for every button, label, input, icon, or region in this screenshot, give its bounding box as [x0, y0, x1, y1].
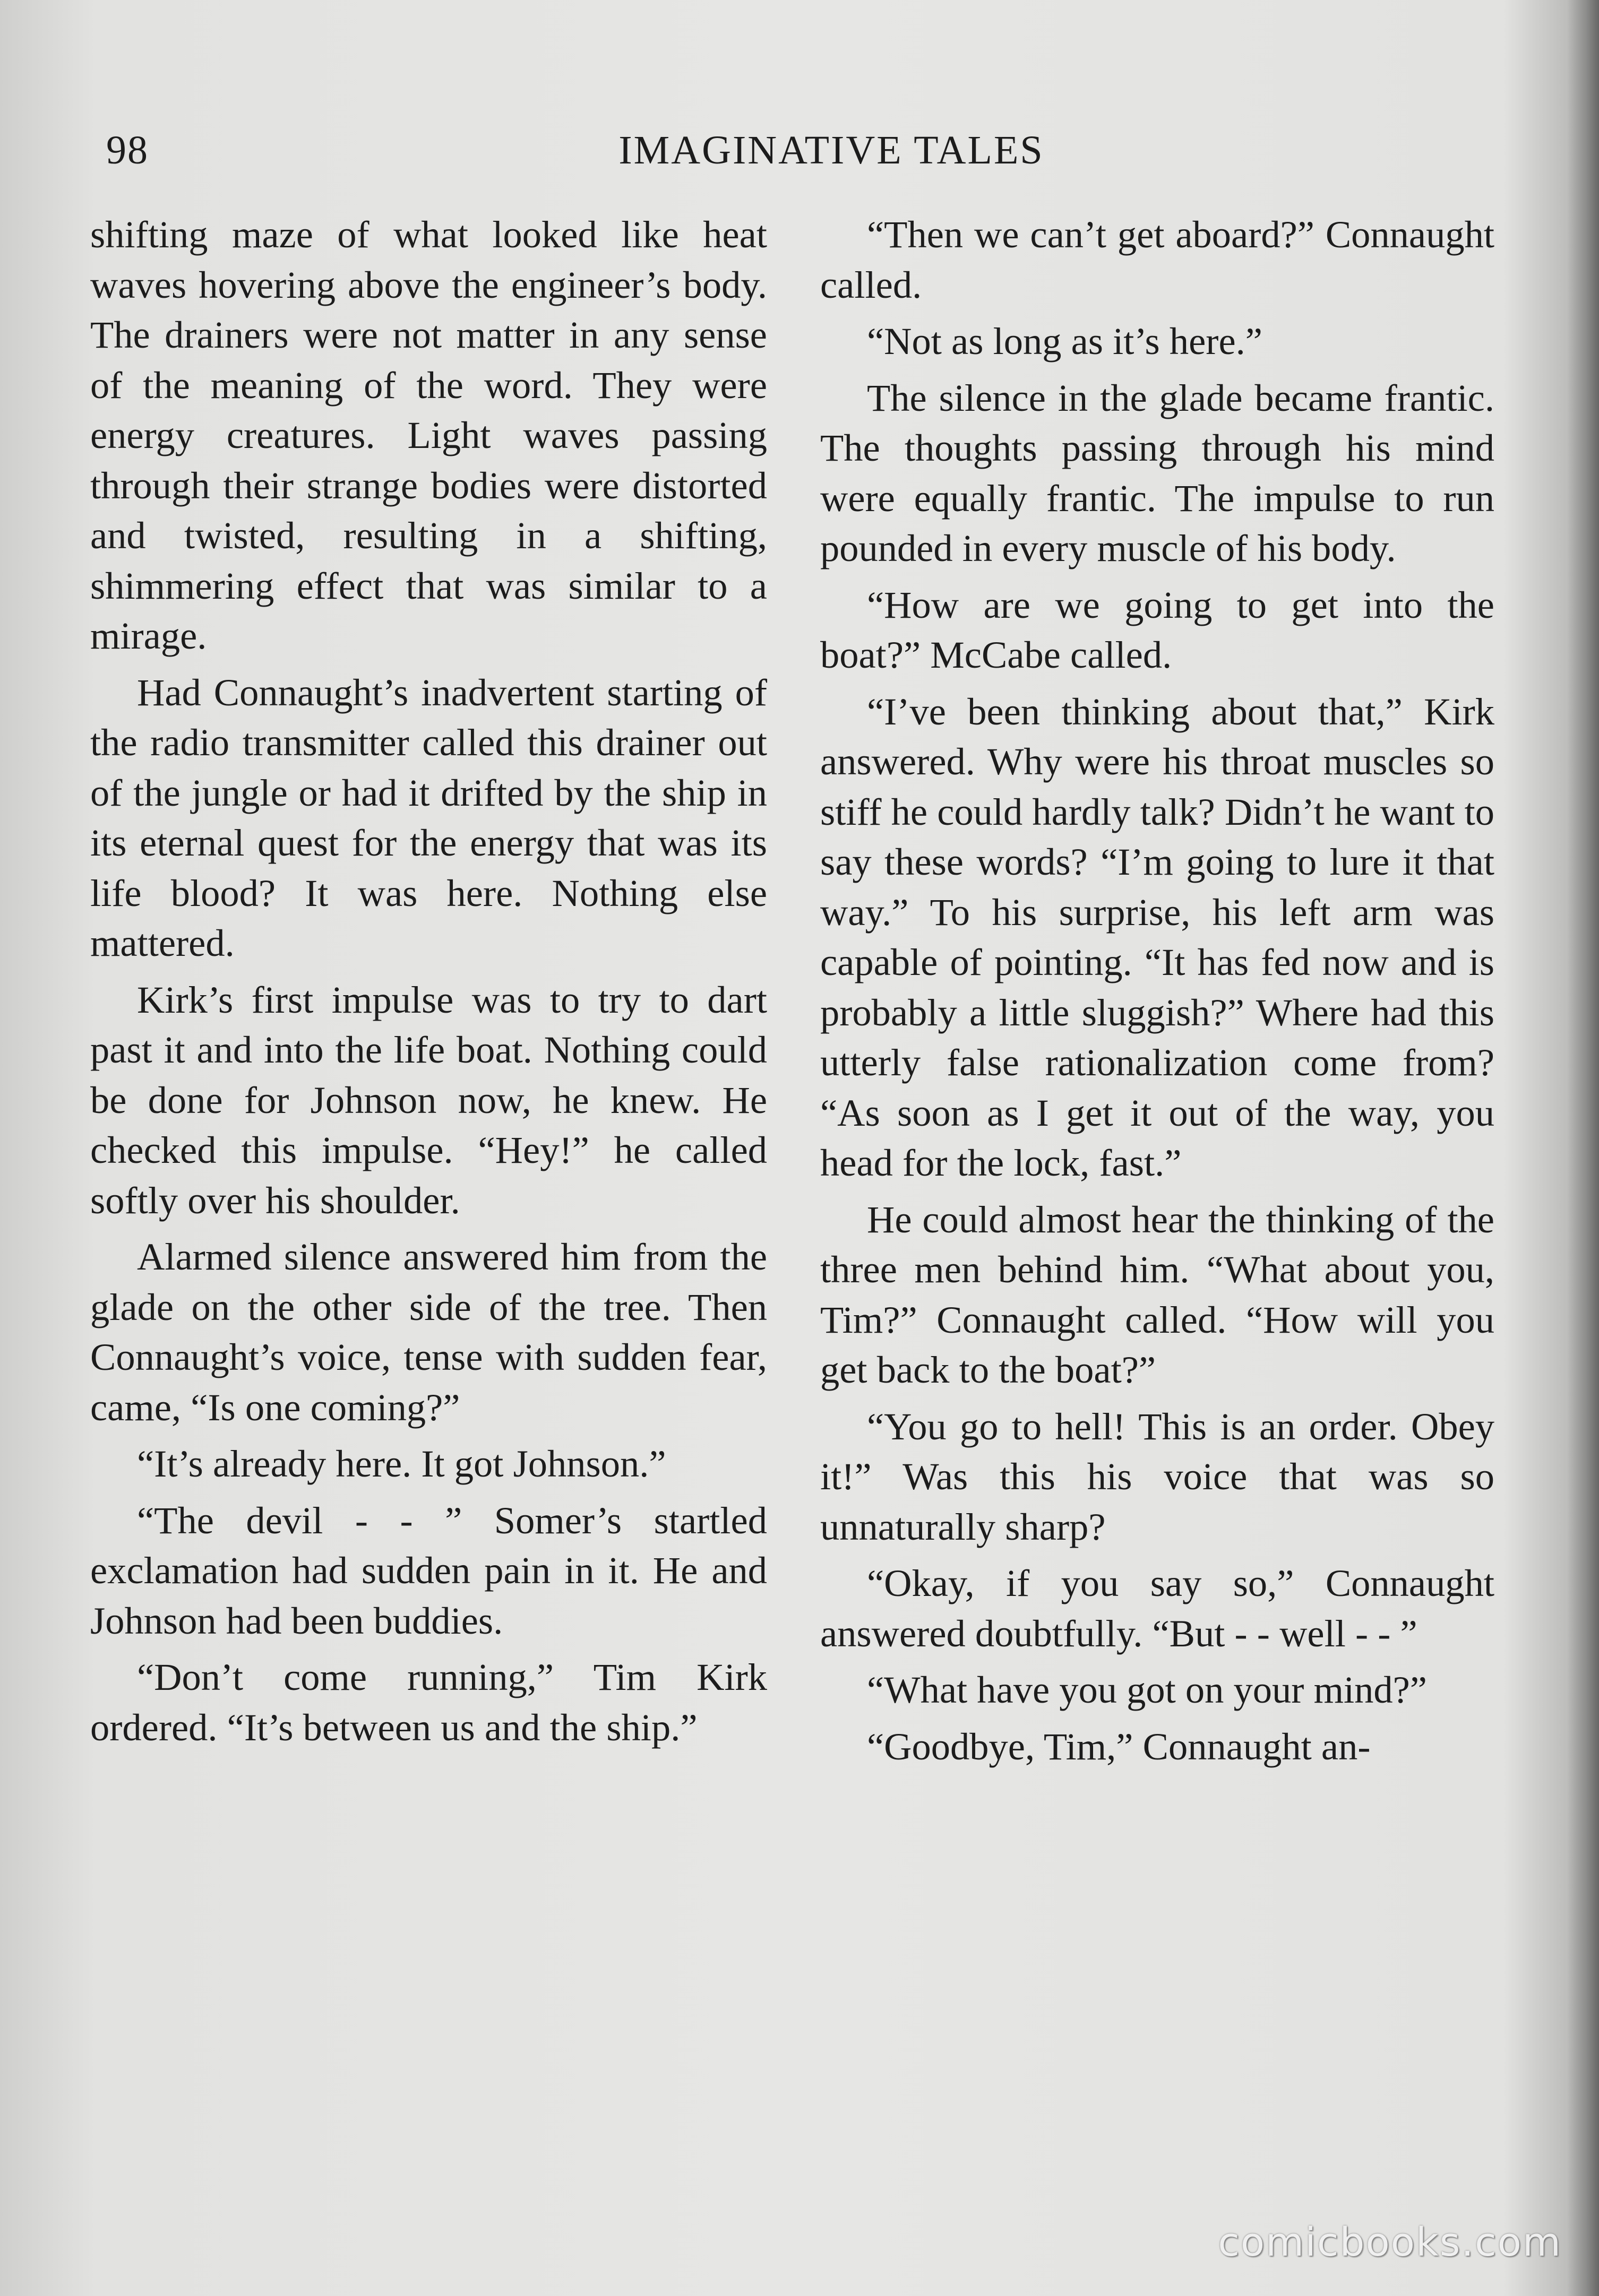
paragraph: “You go to hell! This is an order. Obey it!” Was this his voice that was so unnaturally sharp?: [820, 1404, 1494, 1548]
paragraph: Kirk’s first impulse was to try to dart past it and into the life boat. Nothing could be done for Johnson now, he knew. He checked this impulse. “Hey!” he called softly over his shoulder.: [90, 978, 767, 1222]
page-number: 98: [106, 128, 149, 172]
paragraph: Alarmed silence answered him from the glade on the other side of the tree. Then Connaught’s voice, tense with sudden fear, came, “Is one coming?”: [90, 1235, 767, 1429]
page-edge-shadow: [1567, 0, 1599, 2296]
paragraph: The silence in the glade became frantic. The thoughts passing through his mind were equally frantic. The impulse to run pounded in every muscle of his body.: [820, 376, 1494, 569]
paragraph: “What have you got on your mind?”: [867, 1668, 1427, 1711]
right-column: [820, 210, 1494, 1778]
paragraph: He could almost hear the thinking of the three men behind him. “What about you, Tim?” Connaught called. “How will you get back to the boat?”: [820, 1197, 1494, 1391]
paragraph: “It’s already here. It got Johnson.”: [137, 1442, 666, 1485]
paragraph: “Then we can’t get aboard?” Connaught called.: [820, 213, 1494, 306]
left-column: [90, 210, 767, 1759]
running-head: IMAGINATIVE TALES: [618, 128, 1044, 172]
paragraph: “The devil - - ” Somer’s startled exclamation had sudden pain in it. He and Johnson had been buddies.: [90, 1498, 767, 1642]
paragraph: “How are we going to get into the boat?” McCabe called.: [820, 583, 1494, 676]
paragraph: “Don’t come running,” Tim Kirk ordered. “It’s between us and the ship.”: [90, 1655, 767, 1749]
paragraph: “I’ve been thinking about that,” Kirk answered. Why were his throat muscles so stiff he could hardly talk? Didn’t he want to say these words? “I’m going to lure it that way.” To his surprise, his left arm was capable of pointing. “It has fed now and is probably a little sluggish?” Where had this utterly false rationalization come from? “As soon as I get it out of the way, you head for the lock, fast.”: [820, 689, 1494, 1184]
paragraph: “Okay, if you say so,” Connaught answered doubtfully. “But - - well - - ”: [820, 1561, 1494, 1655]
page-header: [106, 127, 1482, 186]
watermark: comicbooks.com: [1218, 2220, 1562, 2265]
paragraph: “Not as long as it’s here.”: [867, 320, 1262, 362]
paragraph: Had Connaught’s inadvertent starting of the radio transmitter called this drainer out of the jungle or had it drifted by the ship in its eternal quest for the energy that was its life blood? It was here. Nothing else mattered.: [90, 670, 767, 964]
paragraph: “Goodbye, Tim,” Connaught an-: [867, 1724, 1371, 1768]
paragraph: shifting maze of what looked like heat waves hovering above the engineer’s body. The drainers were not matter in any sense of the meaning of the word. They were energy creatures. Light waves passing through their strange bodies were distorted and twisted, resulting in a shifting, shimmering effect that was similar to a mirage.: [90, 213, 767, 657]
